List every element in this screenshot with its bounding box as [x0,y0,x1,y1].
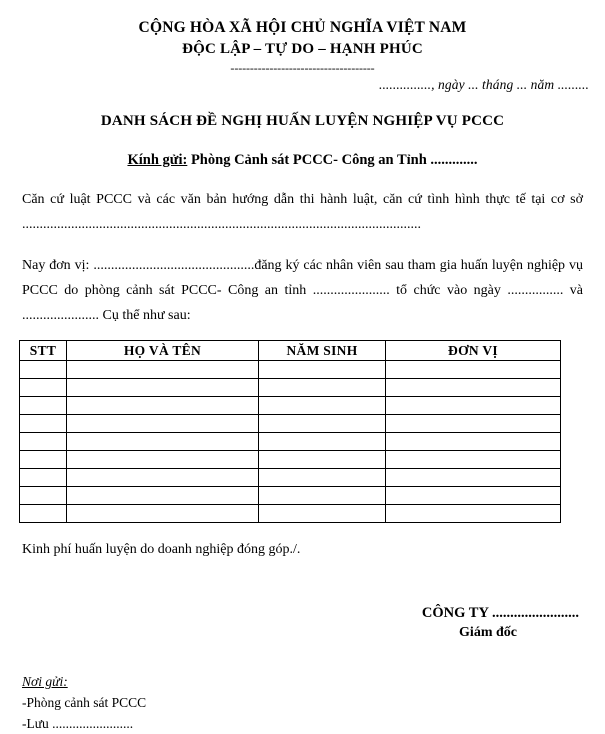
column-header-full-name: HỌ VÀ TÊN [67,341,259,361]
table-cell[interactable] [259,505,386,523]
trainee-table-wrapper [0,340,605,523]
document-header [0,0,605,75]
table-cell[interactable] [67,451,259,469]
table-cell[interactable] [67,361,259,379]
document-body [0,187,605,328]
table-cell[interactable] [20,505,67,523]
recipient-label: Kính gửi: [127,152,188,168]
table-cell[interactable] [386,415,561,433]
column-header-birth-year: NĂM SINH [259,341,386,361]
trainee-table-body [20,361,561,523]
table-cell[interactable] [20,451,67,469]
signature-company: CÔNG TY ........................ [421,605,579,621]
table-row [20,451,561,469]
table-header-row [20,341,561,361]
table-cell[interactable] [259,451,386,469]
table-row [20,379,561,397]
table-cell[interactable] [386,469,561,487]
trainee-table-head [20,341,561,361]
table-row [20,415,561,433]
table-cell[interactable] [67,487,259,505]
table-row [20,397,561,415]
table-cell[interactable] [20,361,67,379]
table-row [20,361,561,379]
body-paragraph-2: Nay đơn vị: ..............................................đăng ký các nhân viên sau tham gia huấn luyện nghiệp vụ PCCC do phòng cảnh sát PCCC- Công an tỉnh ...................... tổ chức vào ngày ................ và ...................... Cụ thể như sau: [22,258,583,323]
table-cell[interactable] [67,433,259,451]
table-row [20,505,561,523]
signature-block [0,603,605,643]
table-cell[interactable] [259,397,386,415]
distribution-item-1: -Phòng cảnh sát PCCC [22,695,147,710]
column-header-stt: STT [20,341,67,361]
column-header-unit: ĐƠN VỊ [386,341,561,361]
distribution-title: Nơi gửi: [22,674,68,689]
header-divider: ------------------------------------- [230,61,375,75]
table-cell[interactable] [259,469,386,487]
table-cell[interactable] [20,379,67,397]
table-row [20,433,561,451]
table-cell[interactable] [67,397,259,415]
table-cell[interactable] [386,397,561,415]
distribution-item-2: -Lưu ........................ [22,716,134,731]
table-cell[interactable] [386,451,561,469]
table-cell[interactable] [386,487,561,505]
body-paragraph-1: Căn cứ luật PCCC và các văn bản hướng dẫn thi hành luật, căn cứ tình hình thực tế tại cơ sở .................................................................................................................. [22,192,583,232]
table-cell[interactable] [67,469,259,487]
national-heading-line-1: CỘNG HÒA XÃ HỘI CHỦ NGHĨA VIỆT NAM [138,19,467,36]
table-row [20,469,561,487]
distribution-block [0,671,605,734]
table-cell[interactable] [386,505,561,523]
table-row [20,487,561,505]
table-cell[interactable] [20,469,67,487]
table-cell[interactable] [259,415,386,433]
page-title: DANH SÁCH ĐỀ NGHỊ HUẤN LUYỆN NGHIỆP VỤ PCCC [100,113,505,129]
table-cell[interactable] [67,415,259,433]
date-line: ..............., ngày ... tháng ... năm ......... [378,77,589,92]
funding-note: Kinh phí huấn luyện do doanh nghiệp đóng góp./. [22,542,301,557]
table-cell[interactable] [259,433,386,451]
table-cell[interactable] [386,379,561,397]
trainee-table [19,340,561,523]
signature-role: Giám đốc [459,625,517,640]
table-cell[interactable] [67,505,259,523]
national-heading-line-2: ĐỘC LẬP – TỰ DO – HẠNH PHÚC [182,41,423,57]
table-cell[interactable] [20,397,67,415]
table-cell[interactable] [386,433,561,451]
table-cell[interactable] [67,379,259,397]
table-cell[interactable] [20,415,67,433]
table-cell[interactable] [259,361,386,379]
recipient-value: Phòng Cảnh sát PCCC- Công an Tỉnh ............. [187,152,478,168]
table-cell[interactable] [386,361,561,379]
table-cell[interactable] [259,379,386,397]
table-cell[interactable] [259,487,386,505]
table-cell[interactable] [20,433,67,451]
table-cell[interactable] [20,487,67,505]
recipient-line [0,152,605,169]
